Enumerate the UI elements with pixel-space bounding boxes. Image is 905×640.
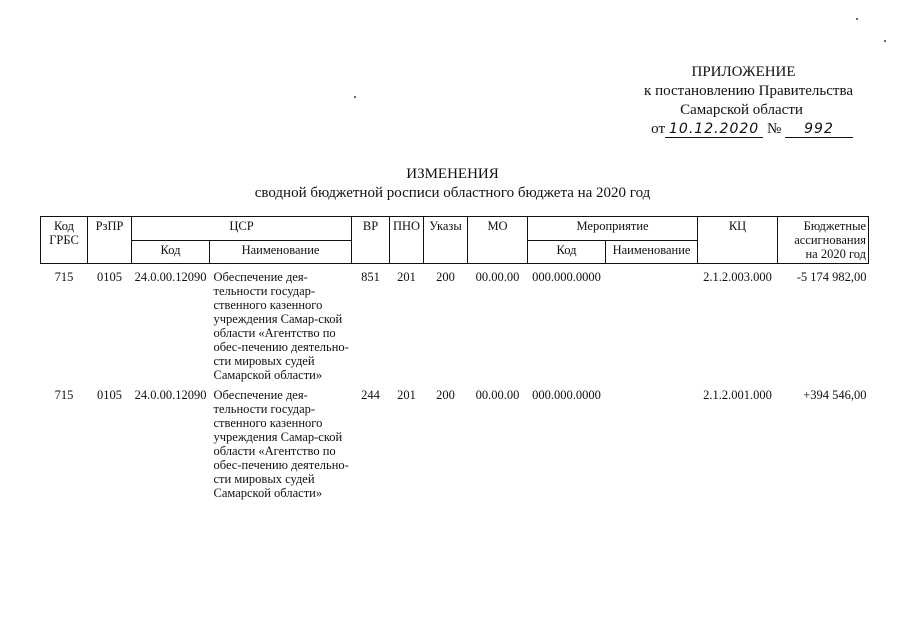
cell-mo: 00.00.00 bbox=[475, 388, 520, 402]
cell-amount: +394 546,00 bbox=[803, 388, 867, 402]
document-title: ИЗМЕНЕНИЯ bbox=[406, 166, 499, 182]
cell-csr-kod: 24.0.00.12090 bbox=[134, 270, 207, 284]
cell-pno: 201 bbox=[397, 270, 416, 284]
header-vr: ВР bbox=[352, 217, 390, 264]
cell-csr-name: Обеспечение дея-тельности государ-ственного казенного учреждения Самар-ской области «Агентство по обес-печению деятельно-сти мировых судей Самарской области» bbox=[213, 270, 349, 382]
cell-kc: 2.1.2.001.000 bbox=[703, 388, 772, 402]
cell-vr: 851 bbox=[361, 270, 380, 284]
document-heading bbox=[0, 165, 905, 203]
number-label: № bbox=[766, 121, 782, 137]
header-budget: Бюджетные ассигнования на 2020 год bbox=[778, 217, 869, 264]
header-kc: КЦ bbox=[698, 217, 778, 264]
header-kod-grbs: Код ГРБС bbox=[41, 217, 88, 264]
cell-mer-kod: 000.000.0000 bbox=[532, 388, 601, 402]
header-csr-kod: Код bbox=[132, 240, 210, 264]
header-rzpr: РзПР bbox=[88, 217, 132, 264]
cell-rzpr: 0105 bbox=[97, 388, 122, 402]
cell-pno: 201 bbox=[397, 388, 416, 402]
date-prefix: от bbox=[651, 121, 666, 137]
header-mer-kod: Код bbox=[528, 240, 606, 264]
scan-speck bbox=[354, 96, 356, 98]
cell-mer-name bbox=[606, 382, 698, 500]
appendix-block bbox=[644, 63, 853, 139]
cell-mo: 00.00.00 bbox=[475, 270, 520, 284]
header-pno: ПНО bbox=[390, 217, 424, 264]
scan-speck bbox=[884, 40, 886, 42]
header-meropriyatie: Мероприятие bbox=[528, 217, 698, 241]
header-mo: МО bbox=[468, 217, 528, 264]
cell-grbs: 715 bbox=[54, 270, 74, 284]
table-row bbox=[41, 382, 869, 500]
header-csr: ЦСР bbox=[132, 217, 352, 241]
cell-csr-kod: 24.0.00.12090 bbox=[134, 388, 207, 402]
appendix-line-region: Самарской области bbox=[680, 102, 803, 118]
header-mer-name: Наименование bbox=[606, 240, 698, 264]
header-csr-name: Наименование bbox=[210, 240, 352, 264]
appendix-date-line bbox=[644, 120, 853, 139]
cell-grbs: 715 bbox=[54, 388, 74, 402]
handwritten-date: 10.12.2020 bbox=[665, 122, 763, 138]
budget-changes-table bbox=[40, 216, 869, 500]
table-row bbox=[41, 264, 869, 383]
header-ukazy: Указы bbox=[424, 217, 468, 264]
cell-kc: 2.1.2.003.000 bbox=[703, 270, 772, 284]
cell-rzpr: 0105 bbox=[97, 270, 122, 284]
cell-amount: -5 174 982,00 bbox=[796, 270, 867, 284]
cell-mer-kod: 000.000.0000 bbox=[532, 270, 601, 284]
appendix-title: ПРИЛОЖЕНИЕ bbox=[691, 64, 796, 80]
cell-ukazy: 200 bbox=[436, 388, 455, 402]
cell-vr: 244 bbox=[361, 388, 380, 402]
header-row-top bbox=[41, 217, 869, 241]
document-subtitle: сводной бюджетной росписи областного бюджета на 2020 год bbox=[254, 185, 651, 201]
handwritten-number: 992 bbox=[785, 122, 853, 138]
appendix-line-resolution: к постановлению Правительства bbox=[644, 83, 853, 99]
scan-speck bbox=[856, 18, 858, 20]
cell-csr-name: Обеспечение дея-тельности государ-ственного казенного учреждения Самар-ской области «Агентство по обес-печению деятельно-сти мировых судей Самарской области» bbox=[213, 388, 349, 500]
cell-mer-name bbox=[606, 264, 698, 383]
cell-ukazy: 200 bbox=[436, 270, 455, 284]
